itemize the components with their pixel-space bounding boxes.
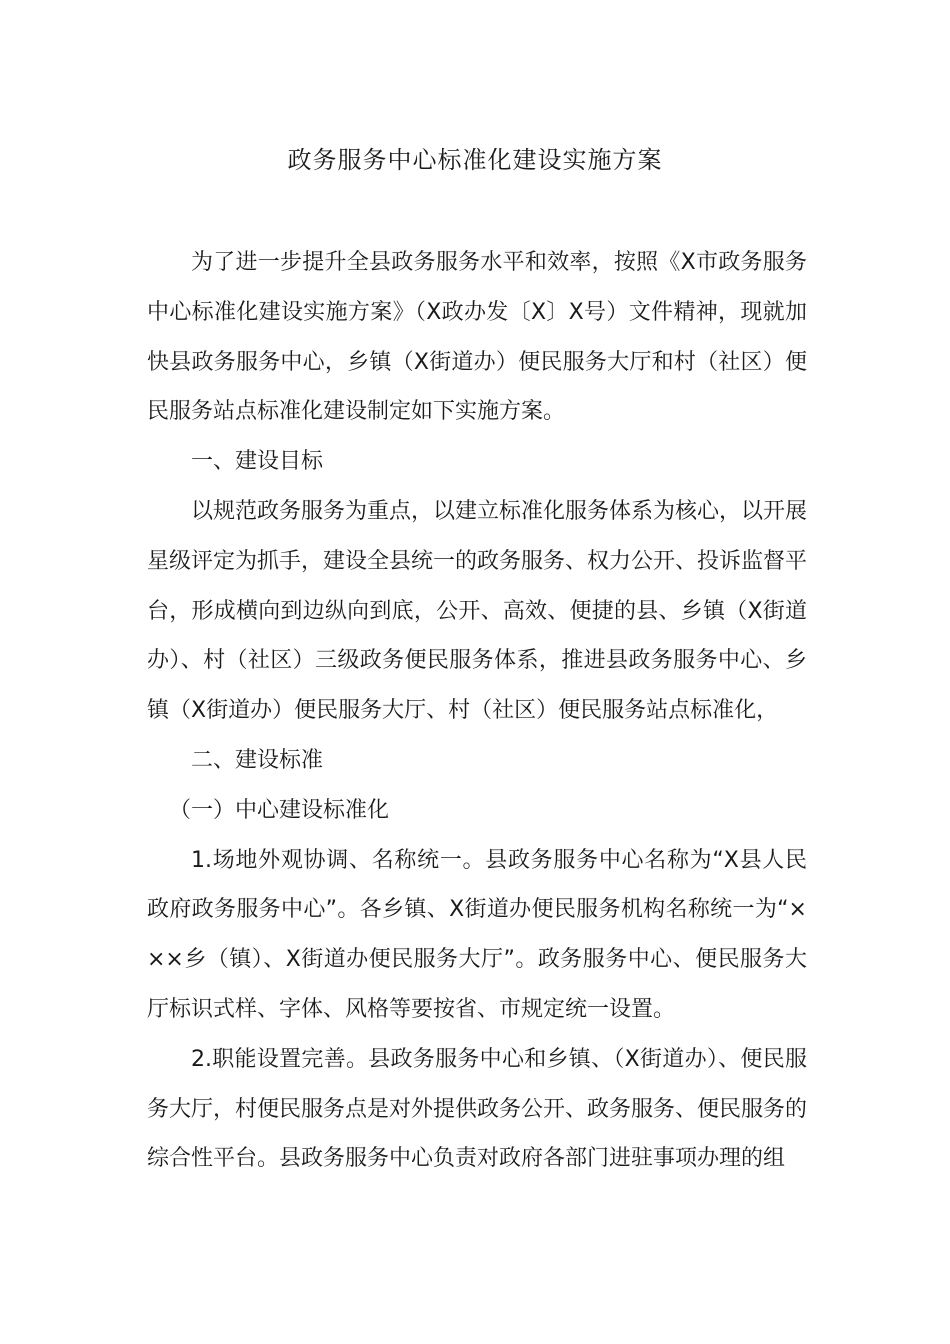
item-paragraph-2: 2.职能设置完善。县政务服务中心和乡镇、（X街道办）、便民服务大厅，村便民服务点是对外提供政务公开、政务服务、便民服务的综合性平台。县政务服务中心负责对政府各部门进驻事项办理的组 xyxy=(147,1046,808,1172)
section-heading-goals: 一、建设目标 xyxy=(191,449,324,475)
section-heading-standards: 二、建设标准 xyxy=(191,747,324,773)
goals-paragraph: 以规范政务服务为重点，以建立标准化服务体系为核心，以开展星级评定为抓手，建设全县统一的政务服务、权力公开、投诉监督平台，形成横向到边纵向到底，公开、高效、便捷的县、乡镇（X街道办）、村（社区）三级政务便民服务体系，推进县政务服务中心、乡镇（X街道办）便民服务大厅、村（社区）便民服务站点标准化， xyxy=(147,498,808,724)
item-paragraph-1: 1.场地外观协调、名称统一。县政务服务中心名称为“X县人民政府政务服务中心”。各乡镇、X街道办便民服务机构名称统一为“×××乡（镇）、X街道办便民服务大厅”。政务服务中心、便民服务大厅标识式样、字体、风格等要按省、市规定统一设置。 xyxy=(147,847,807,1022)
document-title: 政务服务中心标准化建设实施方案 xyxy=(287,146,663,174)
intro-paragraph: 为了进一步提升全县政务服务水平和效率，按照《X市政务服务中心标准化建设实施方案》（X政办发〔X〕X号）文件精神，现就加快县政务服务中心，乡镇（X街道办）便民服务大厅和村（社区）便民服务站点标准化建设制定如下实施方案。 xyxy=(147,250,807,425)
document-body xyxy=(147,238,807,1184)
subsection-heading-center: （一）中心建设标准化 xyxy=(169,797,390,823)
